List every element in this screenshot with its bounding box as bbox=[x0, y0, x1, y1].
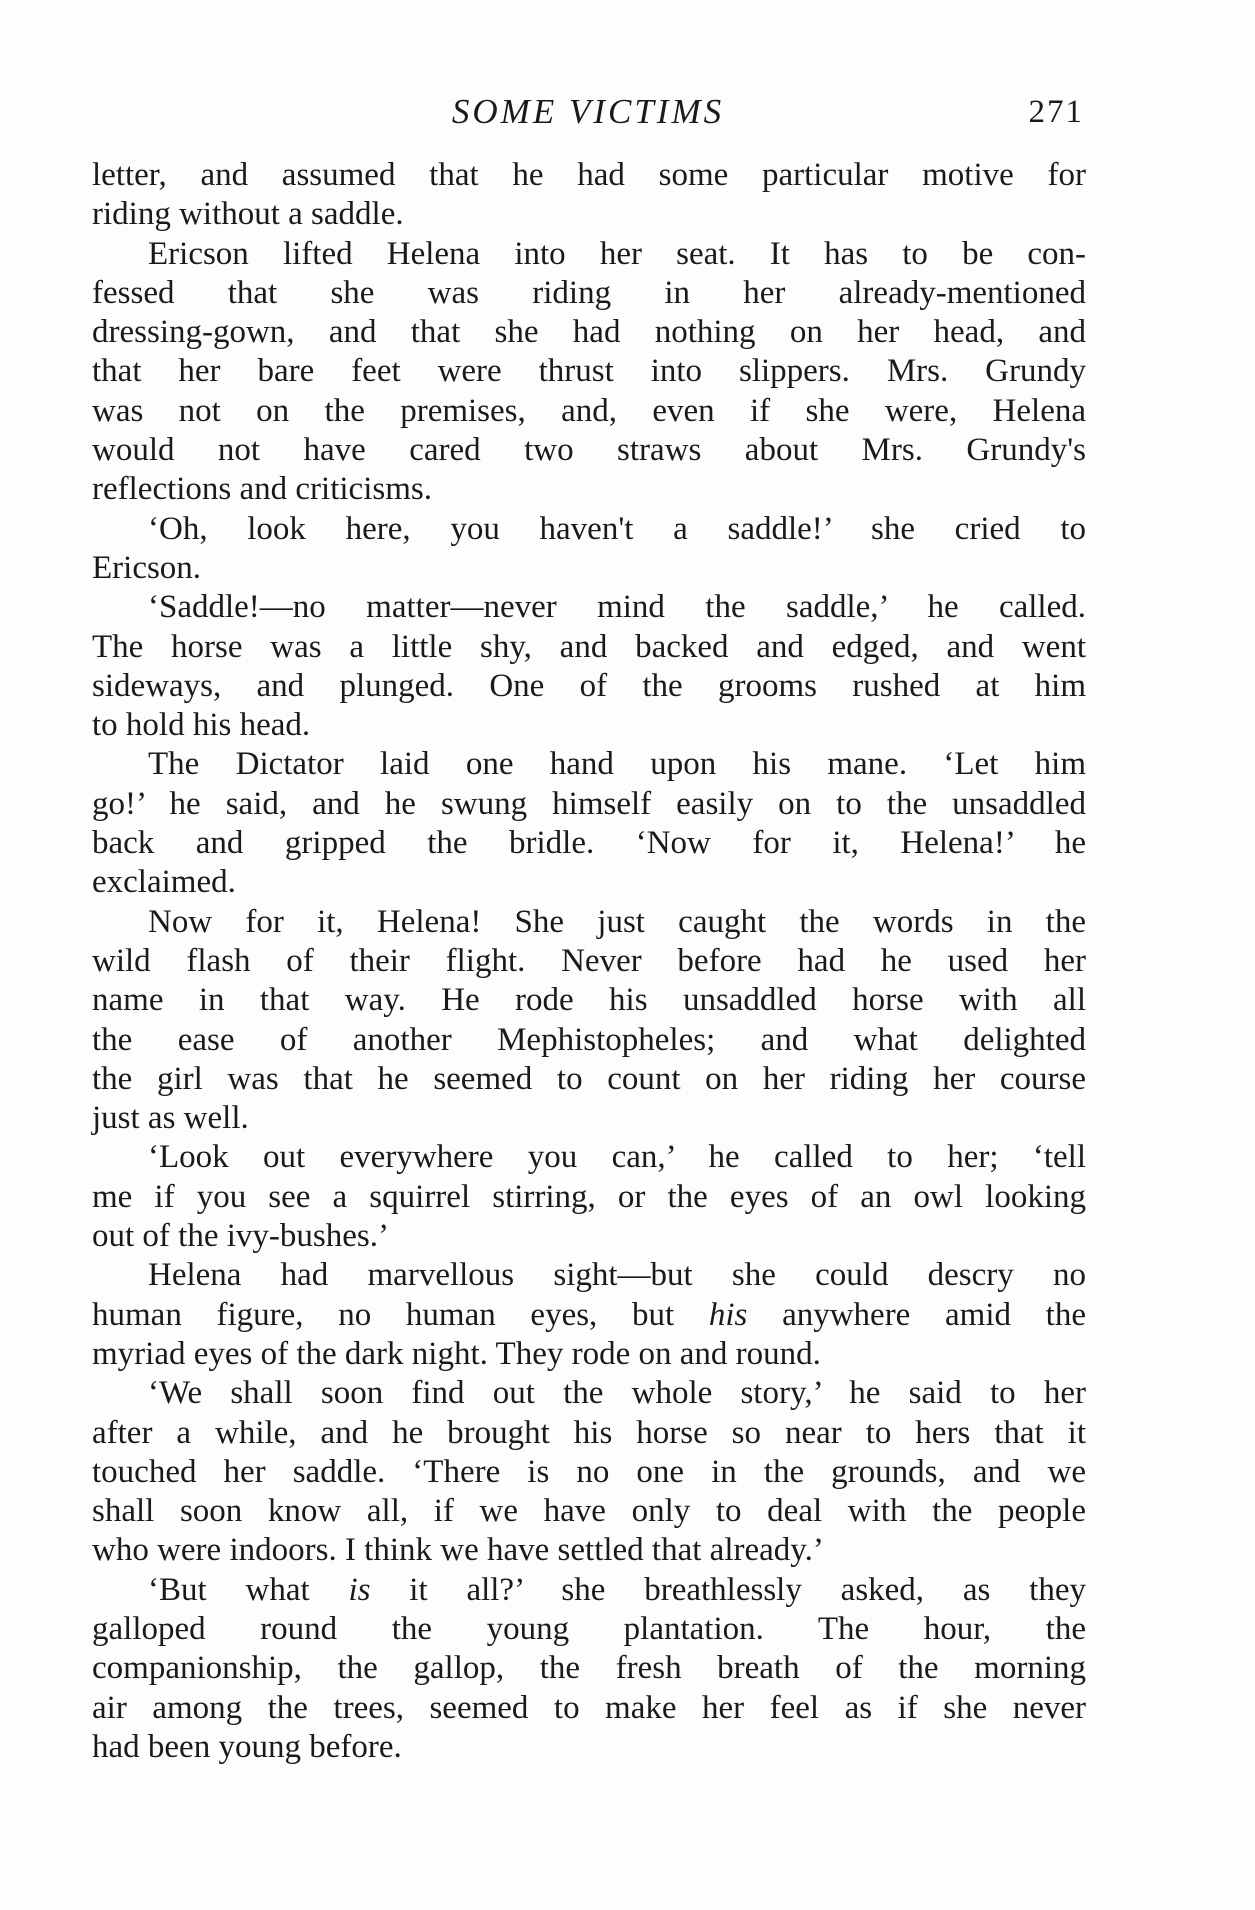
text-line: the ease of another Mephistopheles; and what delighted bbox=[92, 1021, 1086, 1058]
text-line: The Dictator laid one hand upon his mane. ‘Let him bbox=[148, 746, 1086, 783]
text-line: that her bare feet were thrust into slippers. Mrs. Grundy bbox=[92, 353, 1086, 390]
text-line: companionship, the gallop, the fresh breath of the morning bbox=[92, 1650, 1086, 1687]
text-line bbox=[92, 1571, 1086, 1610]
text-line: reflections and criticisms. bbox=[92, 471, 432, 508]
text-line: to hold his head. bbox=[92, 707, 311, 744]
text-line: just as well. bbox=[92, 1100, 249, 1137]
text-line: go!’ he said, and he swung himself easily on to the unsaddled bbox=[92, 785, 1086, 822]
text-line: name in that way. He rode his unsaddled horse with all bbox=[92, 982, 1086, 1019]
text-line bbox=[92, 1296, 1086, 1335]
text-line: letter, and assumed that he had some particular motive for bbox=[92, 157, 1086, 193]
text-line: after a while, and he brought his horse so near to hers that it bbox=[92, 1414, 1086, 1451]
text-line: back and gripped the bridle. ‘Now for it, Helena!’ he bbox=[92, 825, 1086, 862]
text-line: who were indoors. I think we have settled that already.’ bbox=[92, 1532, 824, 1569]
text-line: exclaimed. bbox=[92, 864, 236, 901]
text-line: wild flash of their flight. Never before had he used her bbox=[92, 942, 1086, 979]
running-head bbox=[92, 92, 1084, 136]
text-line: touched her saddle. ‘There is no one in the grounds, and we bbox=[92, 1453, 1086, 1490]
text-line: ‘We shall soon find out the whole story,’ he said to her bbox=[148, 1375, 1086, 1412]
text-line: Now for it, Helena! She just caught the words in the bbox=[148, 903, 1086, 940]
text-line: fessed that she was riding in her already-mentioned bbox=[92, 274, 1086, 311]
body-text bbox=[92, 156, 1086, 1767]
text-line: me if you see a squirrel stirring, or the eyes of an owl looking bbox=[92, 1178, 1086, 1215]
text-line: would not have cared two straws about Mrs. Grundy's bbox=[92, 432, 1086, 469]
running-title: SOME VICTIMS bbox=[451, 92, 725, 131]
text-line: ‘Look out everywhere you can,’ he called to her; ‘tell bbox=[148, 1139, 1086, 1176]
text-fragment: human figure, no human eyes, but bbox=[92, 1296, 709, 1333]
text-line: Ericson. bbox=[92, 549, 202, 586]
page-number: 271 bbox=[1028, 94, 1084, 130]
text-line: dressing-gown, and that she had nothing on her head, and bbox=[92, 314, 1086, 351]
text-fragment: ‘But what bbox=[148, 1571, 349, 1608]
text-line: The horse was a little shy, and backed and edged, and went bbox=[92, 628, 1086, 665]
text-line: galloped round the young plantation. The hour, the bbox=[92, 1610, 1086, 1647]
text-line: was not on the premises, and, even if she were, Helena bbox=[92, 392, 1086, 429]
text-line: ‘Saddle!—no matter—never mind the saddle,’ he called. bbox=[148, 589, 1086, 626]
text-line: air among the trees, seemed to make her feel as if she never bbox=[92, 1689, 1086, 1726]
italic-emphasis: is bbox=[348, 1571, 371, 1608]
italic-emphasis: his bbox=[708, 1296, 748, 1333]
text-fragment: it all?’ she breathlessly asked, as they bbox=[370, 1571, 1086, 1608]
text-line: Ericson lifted Helena into her seat. It has to be con- bbox=[148, 235, 1086, 272]
text-line: sideways, and plunged. One of the grooms rushed at him bbox=[92, 667, 1086, 704]
text-line: shall soon know all, if we have only to deal with the people bbox=[92, 1493, 1086, 1530]
text-line: out of the ivy-bushes.’ bbox=[92, 1218, 389, 1255]
text-line: riding without a saddle. bbox=[92, 196, 404, 233]
text-line: the girl was that he seemed to count on her riding her course bbox=[92, 1060, 1086, 1097]
text-line: myriad eyes of the dark night. They rode on and round. bbox=[92, 1335, 821, 1372]
text-fragment: anywhere amid the bbox=[747, 1296, 1086, 1333]
text-line: had been young before. bbox=[92, 1728, 402, 1765]
text-line: ‘Oh, look here, you haven't a saddle!’ she cried to bbox=[148, 510, 1086, 547]
text-line: Helena had marvellous sight—but she could descry no bbox=[148, 1257, 1086, 1294]
